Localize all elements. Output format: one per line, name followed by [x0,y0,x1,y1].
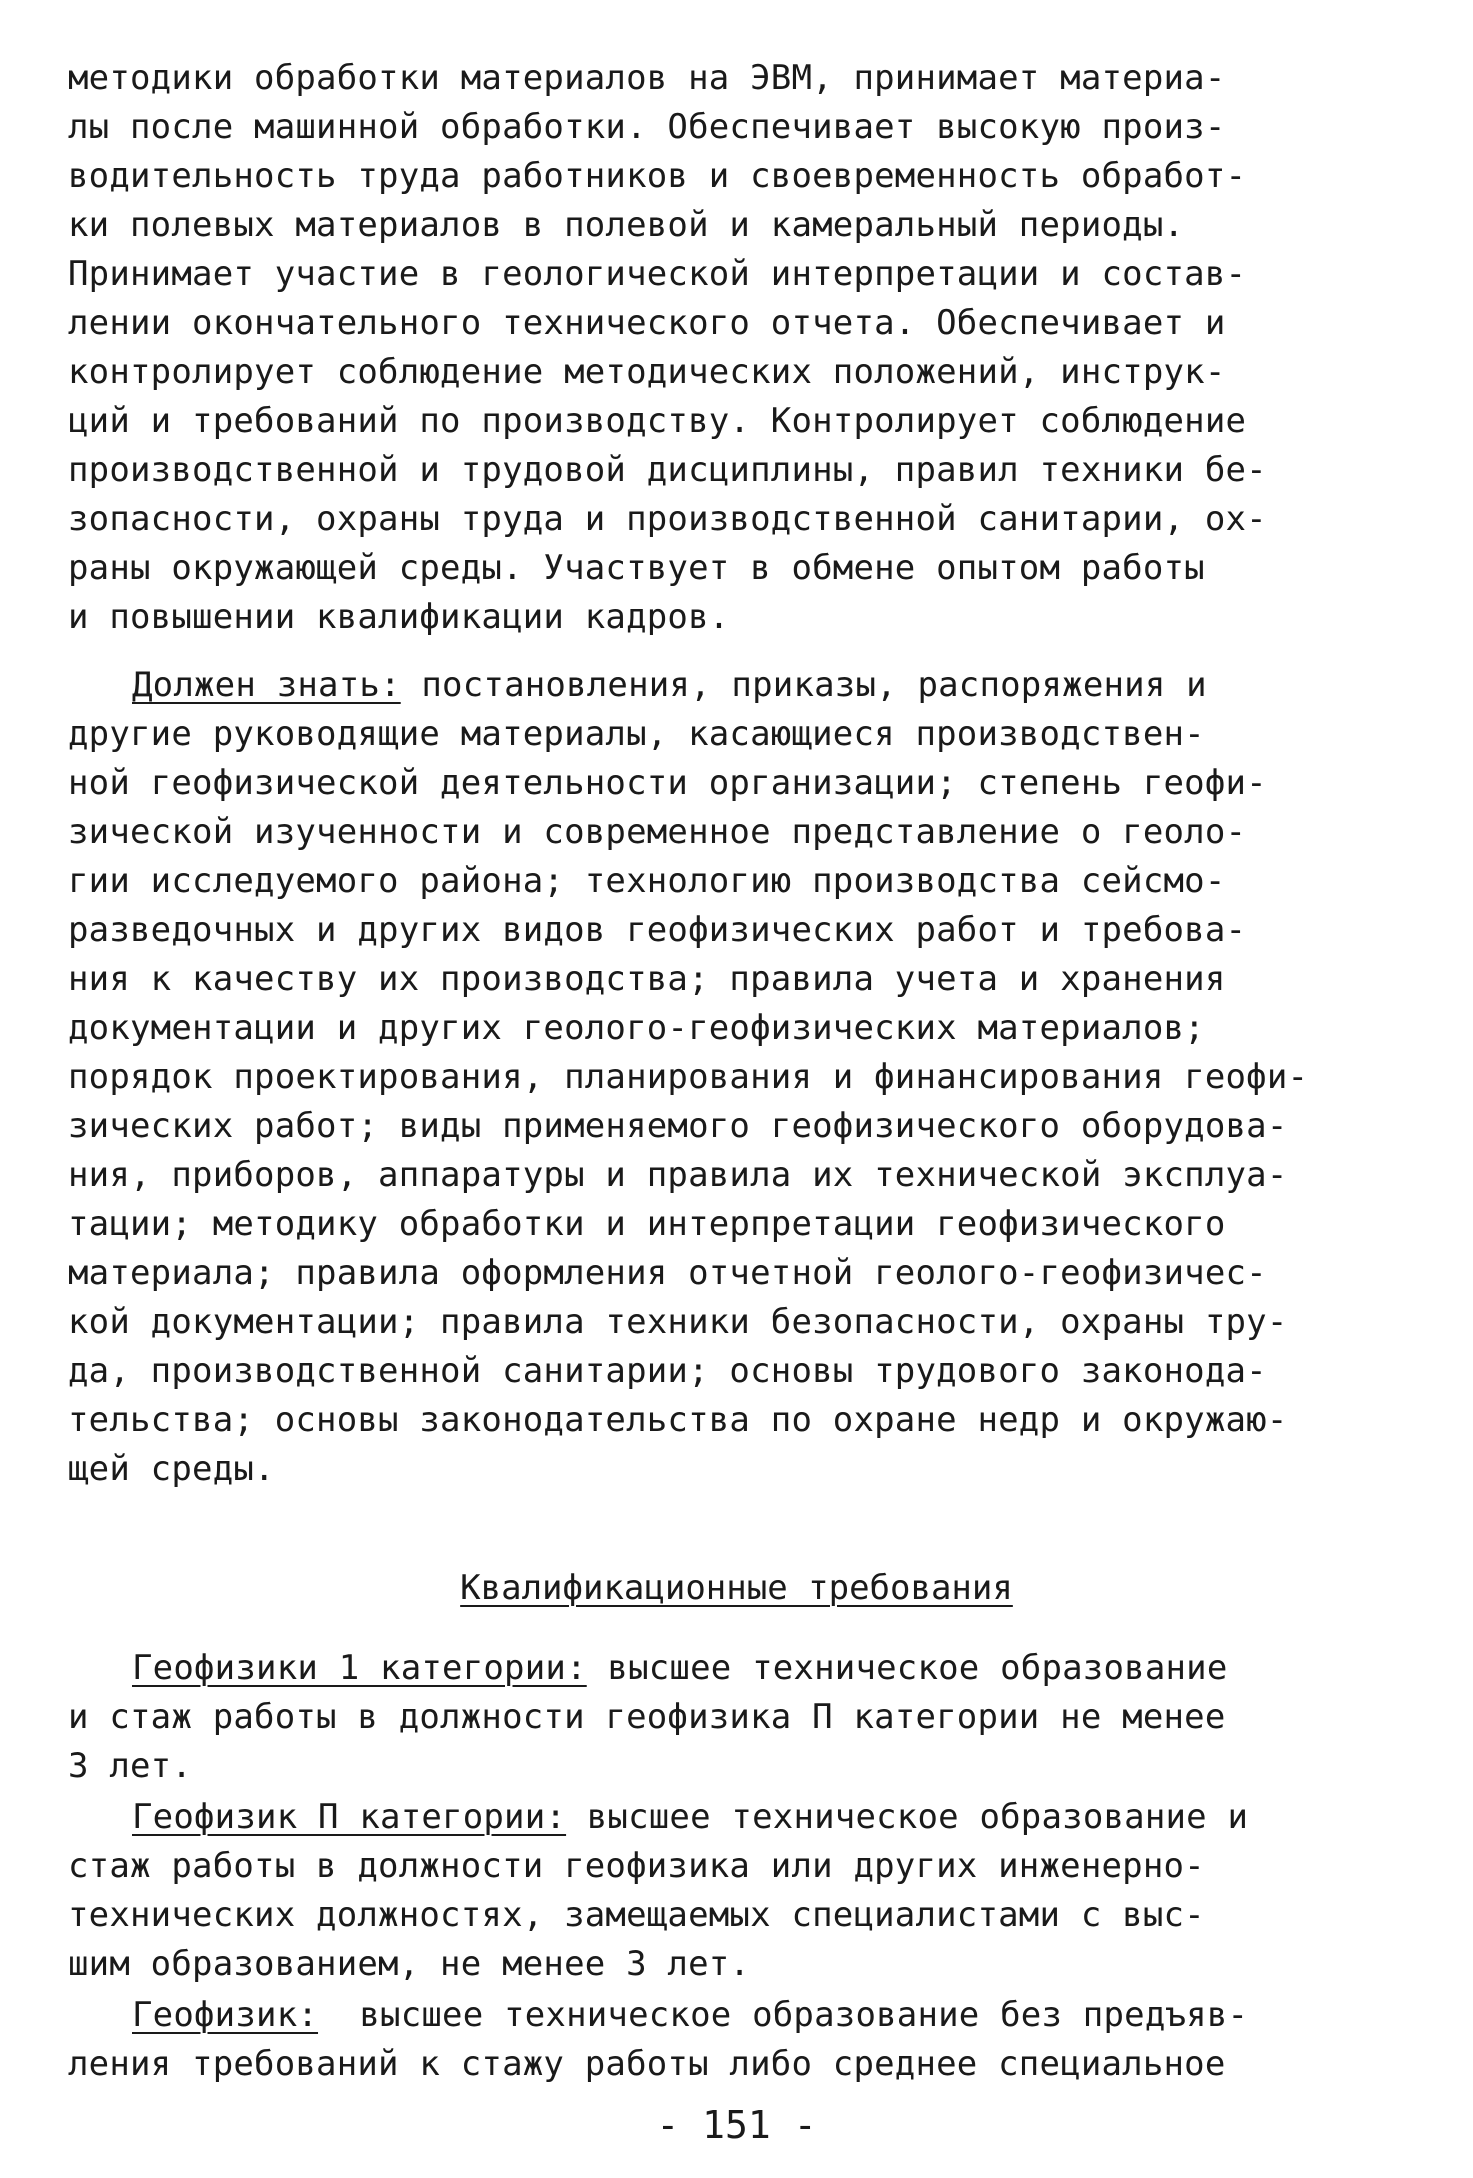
text-line: водительность труда работников и своевременность обработ- [68,156,1247,196]
text-line: зической изученности и современное представление о геоло- [68,812,1247,852]
must-know-label: Должен знать: [132,665,401,705]
text-line: зопасности, охраны труда и производственной санитарии, ох- [68,499,1267,539]
text-line: раны окружающей среды. Участвует в обмене опытом работы [68,548,1205,588]
text-line: тации; методику обработки и интерпретации геофизического [68,1204,1226,1244]
text-line: да, производственной санитарии; основы трудового законода- [68,1351,1267,1391]
text-line: лы после машинной обработки. Обеспечивает высокую произ- [68,107,1226,147]
qualification-label: Геофизики 1 категории: [132,1648,587,1688]
text-line: производственной и трудовой дисциплины, правил техники бе- [68,450,1267,490]
qualification-label: Геофизик: [132,1995,319,2035]
text-line: щей среды. [68,1449,275,1489]
text-line: ления требований к стажу работы либо среднее специальное [68,2044,1226,2084]
text-line [132,1648,1228,1688]
text-line: лении окончательного технического отчета. Обеспечивает и [68,303,1226,343]
text-fragment: высшее техническое образование [586,1648,1228,1688]
section-heading-text: Квалификационные требования [460,1568,1013,1608]
text-line: ки полевых материалов в полевой и камеральный периоды. [68,205,1185,245]
text-line: ния, приборов, аппаратуры и правила их технической эксплуа- [68,1155,1288,1195]
text-line: гии исследуемого района; технологию производства сейсмо- [68,861,1226,901]
text-line: ной геофизической деятельности организации; степень геофи- [68,763,1267,803]
text-fragment: постановления, приказы, распоряжения и [400,665,1207,705]
text-line: зических работ; виды применяемого геофизического оборудова- [68,1106,1288,1146]
qualification-label: Геофизик П категории: [132,1797,567,1837]
text-line: тельства; основы законодательства по охране недр и окружаю- [68,1400,1288,1440]
text-line: контролирует соблюдение методических положений, инструк- [68,352,1226,392]
text-line: методики обработки материалов на ЭВМ, принимает материа- [68,58,1226,98]
text-line: 3 лет. [68,1746,193,1786]
text-line: стаж работы в должности геофизика или других инженерно- [68,1846,1205,1886]
text-line: разведочных и других видов геофизических работ и требова- [68,910,1247,950]
text-line: и повышении квалификации кадров. [68,597,730,637]
section-heading [0,1568,1473,1608]
text-line: шим образованием, не менее 3 лет. [68,1944,751,1984]
text-line [132,665,1207,705]
text-line [132,1797,1248,1837]
text-line: технических должностях, замещаемых специалистами с выс- [68,1895,1205,1935]
text-line: Принимает участие в геологической интерпретации и состав- [68,254,1247,294]
page-number: - 151 - [656,2103,817,2147]
text-line: документации и других геолого-геофизических материалов; [68,1008,1205,1048]
text-fragment: высшее техническое образование и [566,1797,1249,1837]
text-line [132,1995,1248,2035]
text-line: и стаж работы в должности геофизика П категории не менее [68,1697,1226,1737]
text-fragment: высшее техническое образование без предъяв- [318,1995,1249,2035]
text-line: другие руководящие материалы, касающиеся производствен- [68,714,1205,754]
text-line: ния к качеству их производства; правила учета и хранения [68,959,1226,999]
text-line: кой документации; правила техники безопасности, охраны тру- [68,1302,1288,1342]
text-line: порядок проектирования, планирования и финансирования геофи- [68,1057,1309,1097]
text-line: ций и требований по производству. Контролирует соблюдение [68,401,1247,441]
text-line: материала; правила оформления отчетной геолого-геофизичес- [68,1253,1267,1293]
